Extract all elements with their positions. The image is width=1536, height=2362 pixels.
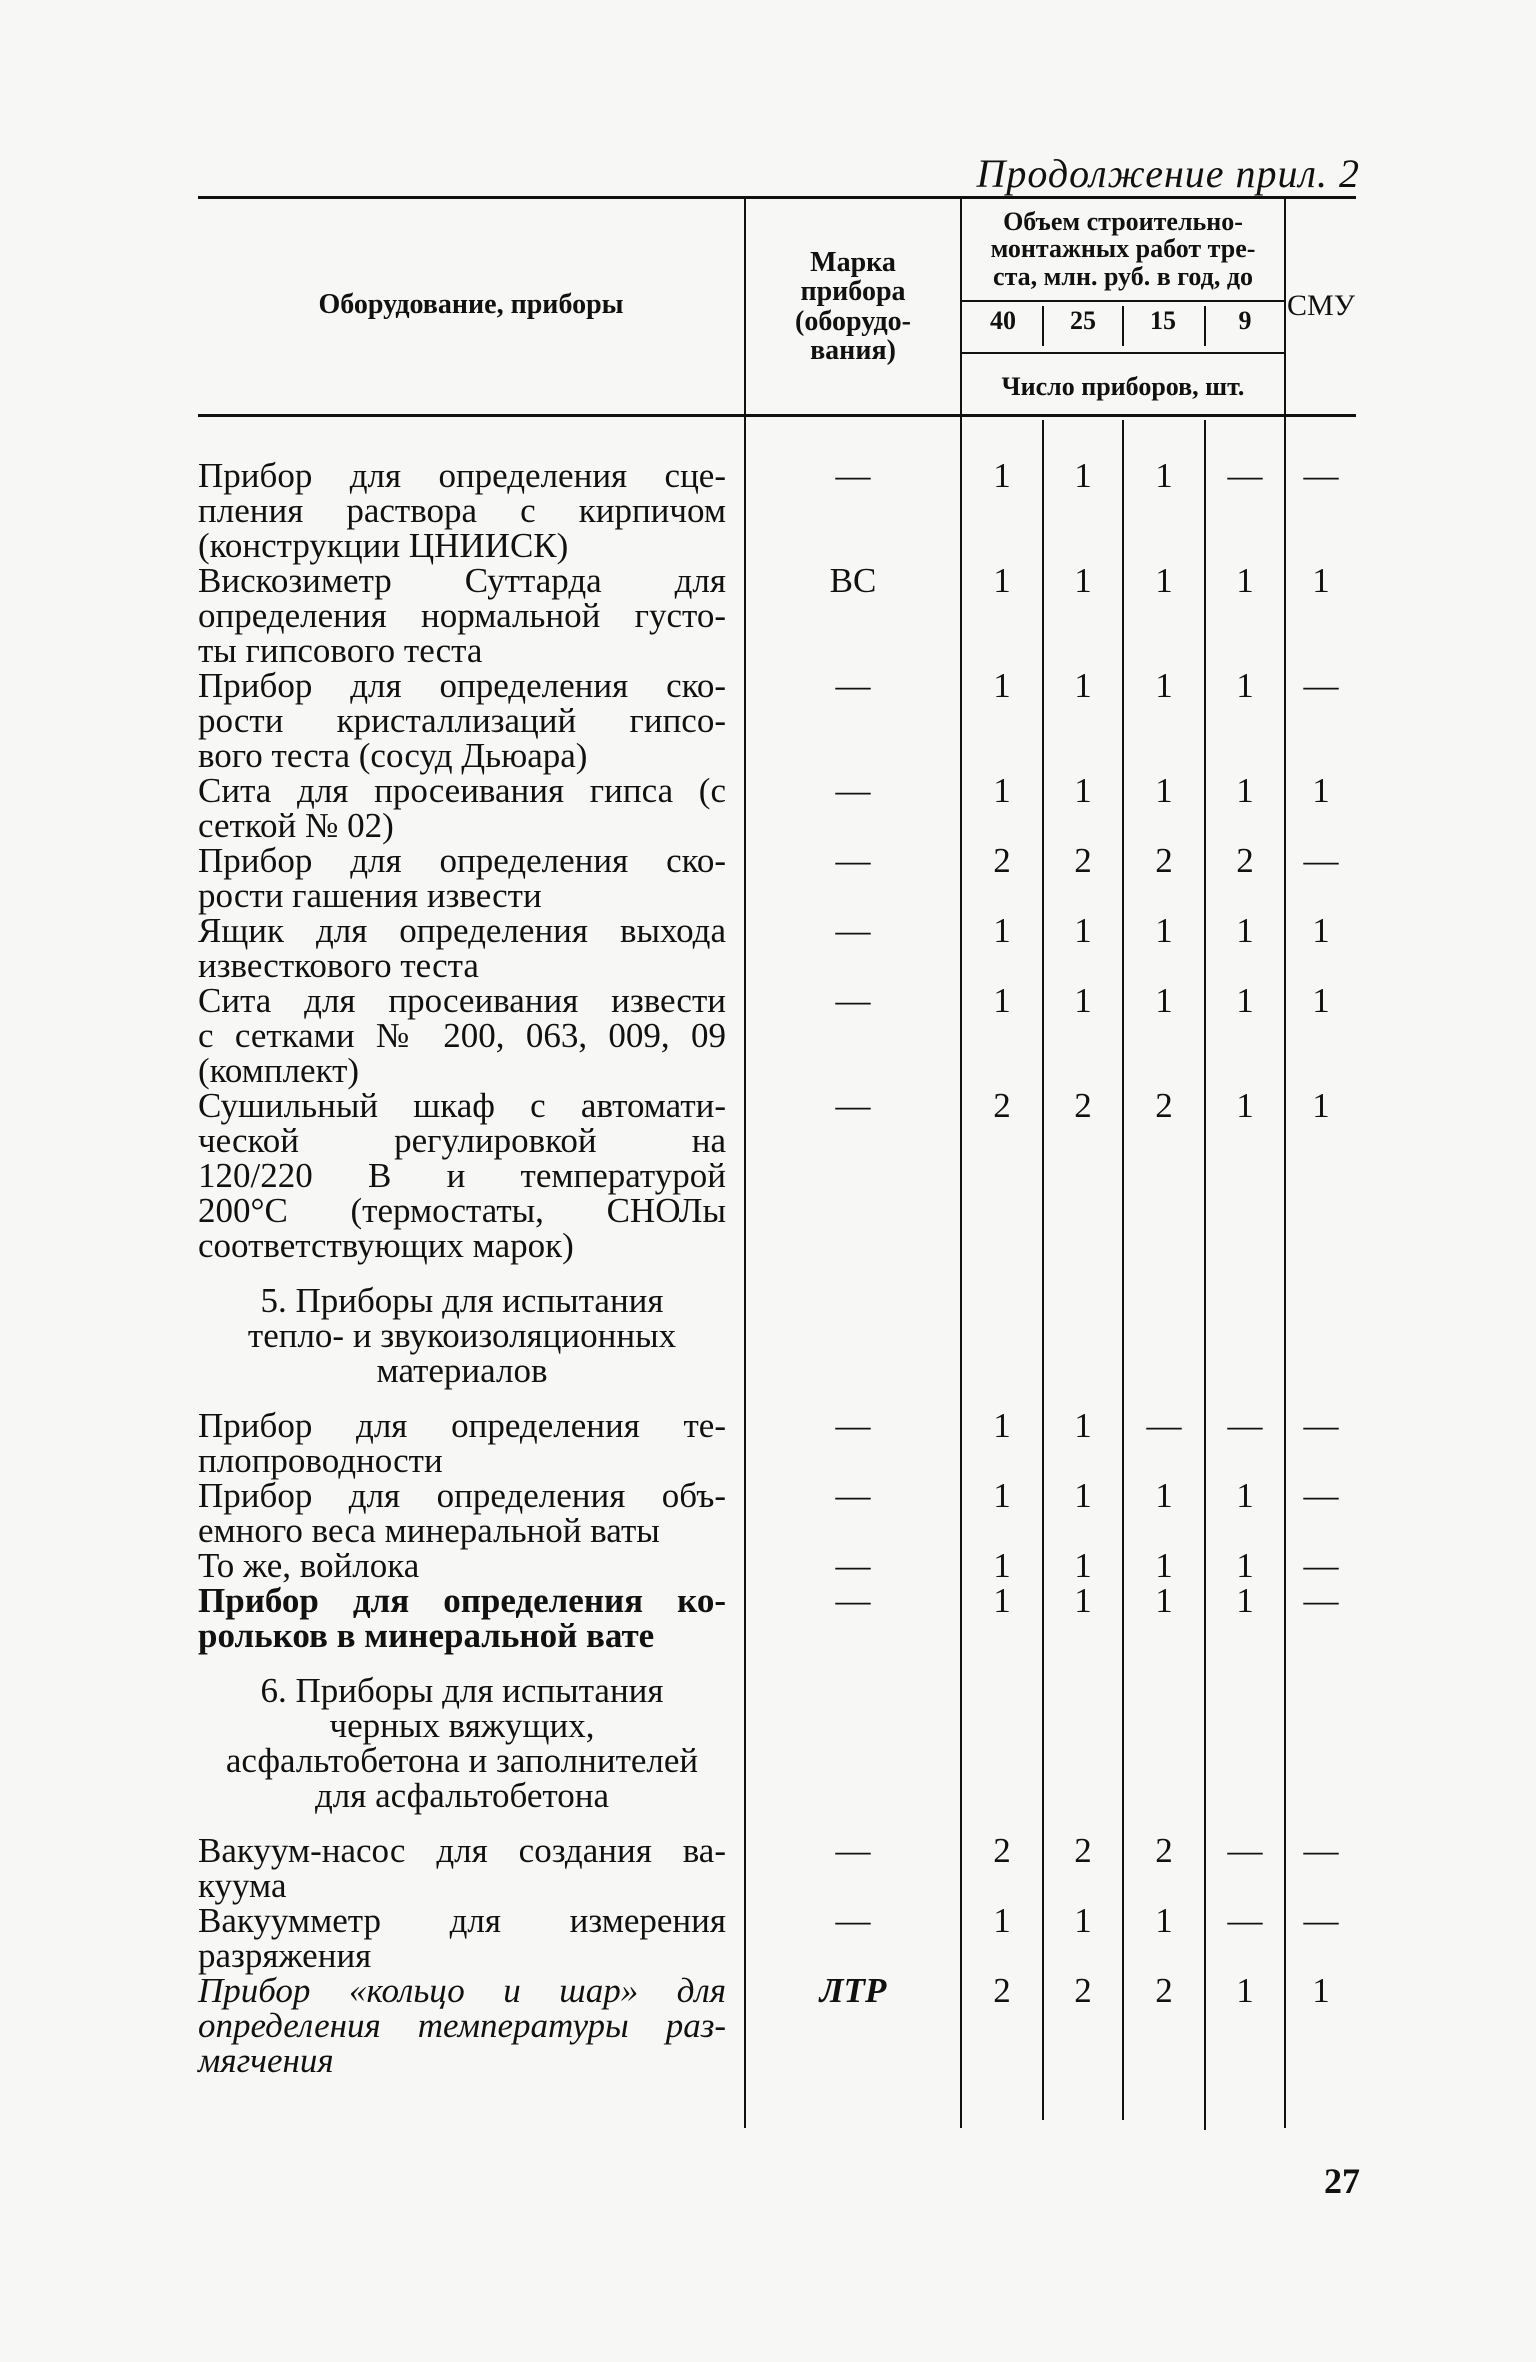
count-cell-c40: 1 (993, 981, 1011, 1020)
count-cell-c40: 1 (993, 1476, 1011, 1515)
count-cell-c40: 1 (993, 771, 1011, 810)
equipment-name-line: Прибор «кольцо и шар» для (198, 1971, 726, 2010)
count-cell-c9: 1 (1236, 1971, 1254, 2010)
equipment-name-line: разряжения (198, 1936, 372, 1975)
equipment-name-line: Прибор для определения те- (198, 1406, 726, 1445)
section-heading-line: 5. Приборы для испытания (260, 1281, 664, 1320)
count-cell-c25: 2 (1074, 1971, 1092, 2010)
equipment-name-line: Сушильный шкаф с автомати- (198, 1086, 726, 1125)
header-col-25: 25 (1070, 306, 1096, 335)
count-cell-c15: 1 (1155, 1546, 1173, 1585)
header-subrule-1 (962, 300, 1284, 302)
equipment-name-line: Вакуумметр для измерения (198, 1901, 726, 1940)
count-cell-c15: 2 (1155, 841, 1173, 880)
equipment-name (198, 1088, 726, 1263)
equipment-name (198, 1478, 726, 1548)
equipment-name (198, 458, 726, 563)
equipment-name (198, 843, 726, 913)
equipment-name (198, 1548, 726, 1583)
count-cell-c9: 1 (1236, 666, 1254, 705)
count-cell-c9: 1 (1236, 1476, 1254, 1515)
count-cell-c25: 2 (1074, 841, 1092, 880)
header-mark-line: Марка (810, 247, 896, 278)
section-heading-line: 6. Приборы для испытания (260, 1671, 664, 1710)
count-cell-c15: 1 (1155, 456, 1173, 495)
equipment-name-line: Прибор для определения ко- (198, 1581, 726, 1620)
count-cell-c40: 1 (993, 1546, 1011, 1585)
mark-cell: — (835, 1581, 871, 1620)
count-cell-c40: 2 (993, 1086, 1011, 1125)
equipment-name (198, 1408, 726, 1478)
mark-cell: — (835, 841, 871, 880)
equipment-name (198, 668, 726, 773)
count-cell-c15: 1 (1155, 771, 1173, 810)
count-cell-c40: 1 (993, 1901, 1011, 1940)
equipment-name-line: известкового теста (198, 946, 479, 985)
equipment-name-line: ческой регулировкой на (198, 1121, 726, 1160)
equipment-name (198, 1833, 726, 1903)
count-cell-c15: 1 (1155, 1901, 1173, 1940)
equipment-name-line: определения температуры раз- (198, 2006, 726, 2045)
count-cell-c9: 1 (1236, 1546, 1254, 1585)
mark-cell: — (835, 1546, 871, 1585)
mark-cell: — (835, 771, 871, 810)
equipment-name-line: куума (198, 1866, 287, 1905)
count-cell-smu: — (1303, 1406, 1339, 1445)
header-mark-line: (оборудо- (795, 305, 911, 337)
equipment-name-line: Сита для просеивания извести (198, 981, 726, 1020)
count-cell-c25: 1 (1074, 1546, 1092, 1585)
header-mark-line: вания) (810, 335, 896, 367)
mark-cell: — (835, 456, 871, 495)
count-cell-c40: 1 (993, 666, 1011, 705)
section-heading-line: асфальтобетона и заполнителей (225, 1741, 699, 1780)
count-cell-c25: 2 (1074, 1831, 1092, 1870)
count-cell-c25: 2 (1074, 1086, 1092, 1125)
count-cell-c25: 1 (1074, 561, 1092, 600)
count-cell-c25: 1 (1074, 1406, 1092, 1445)
count-cell-c15: 1 (1155, 911, 1173, 950)
count-cell-c15: 1 (1155, 981, 1173, 1020)
mark-cell: — (835, 981, 871, 1020)
equipment-name-line: Вискозиметр Суттарда для (198, 561, 726, 600)
count-cell-c9: 1 (1236, 561, 1254, 600)
header-mark-line: прибора (800, 276, 906, 308)
equipment-name-line: вого теста (сосуд Дьюара) (198, 736, 588, 775)
mark-cell: — (835, 1901, 871, 1940)
count-cell-smu: — (1303, 1546, 1339, 1585)
equipment-name-line: Ящик для определения выхода (198, 911, 726, 950)
equipment-name-line: 200°С (термостаты, СНОЛы (198, 1191, 726, 1230)
header-volume-line: ста, млн. руб. в год, до (993, 261, 1253, 291)
count-cell-smu: 1 (1312, 981, 1330, 1020)
count-cell-c40: 1 (993, 1581, 1011, 1620)
mark-cell: — (835, 911, 871, 950)
header-count: Число приборов, шт. (1001, 372, 1245, 401)
equipment-name-line: (комплект) (198, 1051, 360, 1090)
count-cell-c15: 1 (1155, 1581, 1173, 1620)
count-cell-c15: 2 (1155, 1971, 1173, 2010)
equipment-name (198, 773, 726, 843)
count-cell-smu: — (1303, 1901, 1339, 1940)
header-bottom-rule (198, 414, 1356, 417)
equipment-name-line: сеткой № 02) (198, 806, 394, 845)
count-cell-c15: 1 (1155, 561, 1173, 600)
header-volume-line: монтажных работ тре- (990, 234, 1256, 264)
equipment-name (198, 1903, 726, 1973)
count-cell-c40: 2 (993, 1831, 1011, 1870)
equipment-name-line: Прибор для определения объ- (198, 1476, 726, 1515)
count-cell-c25: 1 (1074, 666, 1092, 705)
equipment-name-line: мягчения (198, 2041, 334, 2080)
equipment-name-line: Вакуум-насос для создания ва- (198, 1831, 726, 1870)
header-col-9: 9 (1238, 306, 1252, 335)
mark-cell: — (835, 666, 871, 705)
count-cell-c15: 2 (1155, 1831, 1173, 1870)
count-cell-smu: — (1303, 1831, 1339, 1870)
count-cell-smu: 1 (1312, 1971, 1330, 2010)
count-cell-c9: 1 (1236, 771, 1254, 810)
count-cell-smu: 1 (1312, 911, 1330, 950)
count-cell-c9: 1 (1236, 981, 1254, 1020)
count-cell-c15: 1 (1155, 666, 1173, 705)
header-mark (746, 248, 960, 366)
count-cell-c9: 1 (1236, 1086, 1254, 1125)
equipment-name-line: рости гашения извести (198, 876, 542, 915)
equipment-name-line: Прибор для определения сце- (198, 456, 726, 495)
section-heading-line: материалов (376, 1351, 548, 1390)
equipment-name-line: Прибор для определения ско- (198, 841, 726, 880)
equipment-name-line: ты гипсового теста (198, 631, 483, 670)
count-cell-c40: 2 (993, 841, 1011, 880)
header-volume-line: Объем строительно- (1003, 207, 1243, 236)
equipment-name-line: пления раствора с кирпичом (198, 491, 726, 530)
equipment-name-line: определения нормальной густо- (198, 596, 726, 635)
equipment-name-line: (конструкции ЦНИИСК) (198, 526, 569, 565)
header-volume (962, 208, 1284, 290)
mark-cell: — (835, 1831, 871, 1870)
count-cell-c40: 1 (993, 561, 1011, 600)
count-cell-smu: 1 (1312, 1086, 1330, 1125)
equipment-name-line: с сетками № 200, 063, 009, 09 (198, 1016, 726, 1055)
table-top-rule (198, 196, 1356, 199)
equipment-name-line: То же, войлока (198, 1546, 420, 1585)
header-smu: СМУ (1287, 289, 1355, 322)
equipment-name-line: 120/220 В и температурой (198, 1156, 726, 1195)
running-head: Продолжение прил. 2 (976, 151, 1360, 196)
count-cell-c25: 1 (1074, 911, 1092, 950)
equipment-name (198, 1973, 726, 2078)
count-cell-smu: 1 (1312, 561, 1330, 600)
section-heading-line: тепло- и звукоизоляционных (247, 1316, 677, 1355)
equipment-name-line: рольков в минеральной вате (198, 1616, 655, 1655)
count-cell-smu: 1 (1312, 771, 1330, 810)
count-cell-c9: — (1227, 1831, 1263, 1870)
count-cell-c9: — (1227, 456, 1263, 495)
count-cell-c25: 1 (1074, 1476, 1092, 1515)
page-number: 27 (1324, 2161, 1360, 2201)
equipment-name-line: рости кристаллизаций гипсо- (198, 701, 726, 740)
equipment-name-line: Прибор для определения ско- (198, 666, 726, 705)
equipment-name (198, 1583, 726, 1653)
header-equipment: Оборудование, приборы (318, 289, 624, 320)
equipment-name (198, 563, 726, 668)
count-cell-c25: 1 (1074, 981, 1092, 1020)
section-heading-line: для асфальтобетона (314, 1776, 610, 1815)
count-cell-c15: 2 (1155, 1086, 1173, 1125)
count-cell-c15: — (1146, 1406, 1182, 1445)
count-cell-c40: 1 (993, 456, 1011, 495)
mark-cell: — (835, 1406, 871, 1445)
count-cell-c25: 1 (1074, 1581, 1092, 1620)
mark-cell: — (835, 1476, 871, 1515)
equipment-name-line: Сита для просеивания гипса (с (198, 771, 726, 810)
count-cell-c25: 1 (1074, 771, 1092, 810)
count-cell-c40: 1 (993, 1406, 1011, 1445)
count-cell-c9: — (1227, 1901, 1263, 1940)
mark-cell: — (835, 1086, 871, 1125)
count-cell-c9: 1 (1236, 1581, 1254, 1620)
mark-cell: ВС (829, 561, 877, 600)
count-cell-smu: — (1303, 456, 1339, 495)
section-heading-line: черных вяжущих, (329, 1706, 595, 1745)
count-cell-c9: 1 (1236, 911, 1254, 950)
count-cell-c25: 1 (1074, 1901, 1092, 1940)
equipment-name (198, 983, 726, 1088)
count-cell-c15: 1 (1155, 1476, 1173, 1515)
equipment-name-line: соответствующих марок) (198, 1226, 574, 1265)
equipment-name-line: плопроводности (198, 1441, 443, 1480)
equipment-name (198, 913, 726, 983)
count-cell-smu: — (1303, 1581, 1339, 1620)
mark-cell: ЛТР (819, 1971, 887, 2010)
count-cell-smu: — (1303, 1476, 1339, 1515)
count-cell-c40: 2 (993, 1971, 1011, 2010)
count-cell-c9: 2 (1236, 841, 1254, 880)
count-cell-c9: — (1227, 1406, 1263, 1445)
count-cell-smu: — (1303, 841, 1339, 880)
count-cell-c40: 1 (993, 911, 1011, 950)
header-col-40: 40 (990, 306, 1016, 335)
count-cell-smu: — (1303, 666, 1339, 705)
header-col-15: 15 (1150, 306, 1176, 335)
equipment-name-line: емного веса минеральной ваты (198, 1511, 660, 1550)
header-subrule-2 (962, 352, 1284, 354)
count-cell-c25: 1 (1074, 456, 1092, 495)
